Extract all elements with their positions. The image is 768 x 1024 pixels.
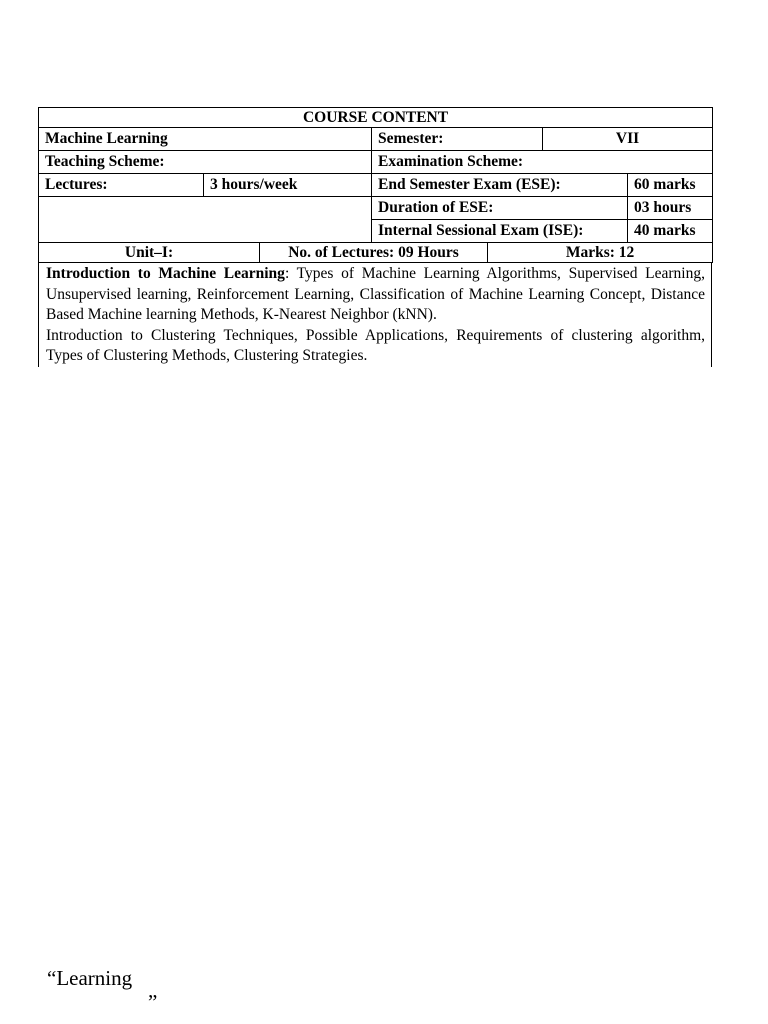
lectures-label: Lectures: xyxy=(39,174,204,197)
intro-topics: : Types of Machine Learning Algorithms, Supervised Learning, Unsupervised learning, Reinforcement Learning, Classification of Machine Learning Concept, Distance Based Machine learning Methods, K-Nearest Neighbor (kNN). xyxy=(46,265,705,323)
quote-text: “Learning xyxy=(47,966,133,990)
course-content-title: COURSE CONTENT xyxy=(39,108,713,128)
course-content-sheet xyxy=(38,107,712,367)
unit-lectures: No. of Lectures: 09 Hours xyxy=(260,243,488,263)
closing-quote-mark: ” xyxy=(148,990,158,1014)
semester-label: Semester: xyxy=(372,128,543,151)
intro-paragraph xyxy=(46,264,705,326)
unit-description xyxy=(38,263,712,367)
ese-marks: 60 marks xyxy=(628,174,713,197)
ese-duration-value: 03 hours xyxy=(628,197,713,220)
semester-value: VII xyxy=(543,128,713,151)
course-info-table xyxy=(38,107,713,263)
ese-duration-label: Duration of ESE: xyxy=(372,197,628,220)
empty-cell xyxy=(39,197,372,243)
ise-marks: 40 marks xyxy=(628,220,713,243)
lectures-value: 3 hours/week xyxy=(204,174,372,197)
clustering-paragraph: Introduction to Clustering Techniques, Possible Applications, Requirements of clustering algorithm, Types of Clustering Methods, Clustering Strategies. xyxy=(46,326,705,364)
intro-heading: Introduction to Machine Learning xyxy=(46,265,285,282)
unit-marks: Marks: 12 xyxy=(488,243,713,263)
subject-name: Machine Learning xyxy=(39,128,372,151)
ise-label: Internal Sessional Exam (ISE): xyxy=(372,220,628,243)
unit-name: Unit–I: xyxy=(39,243,260,263)
ese-label: End Semester Exam (ESE): xyxy=(372,174,628,197)
examination-scheme-label: Examination Scheme: xyxy=(372,151,713,174)
teaching-scheme-label: Teaching Scheme: xyxy=(39,151,372,174)
